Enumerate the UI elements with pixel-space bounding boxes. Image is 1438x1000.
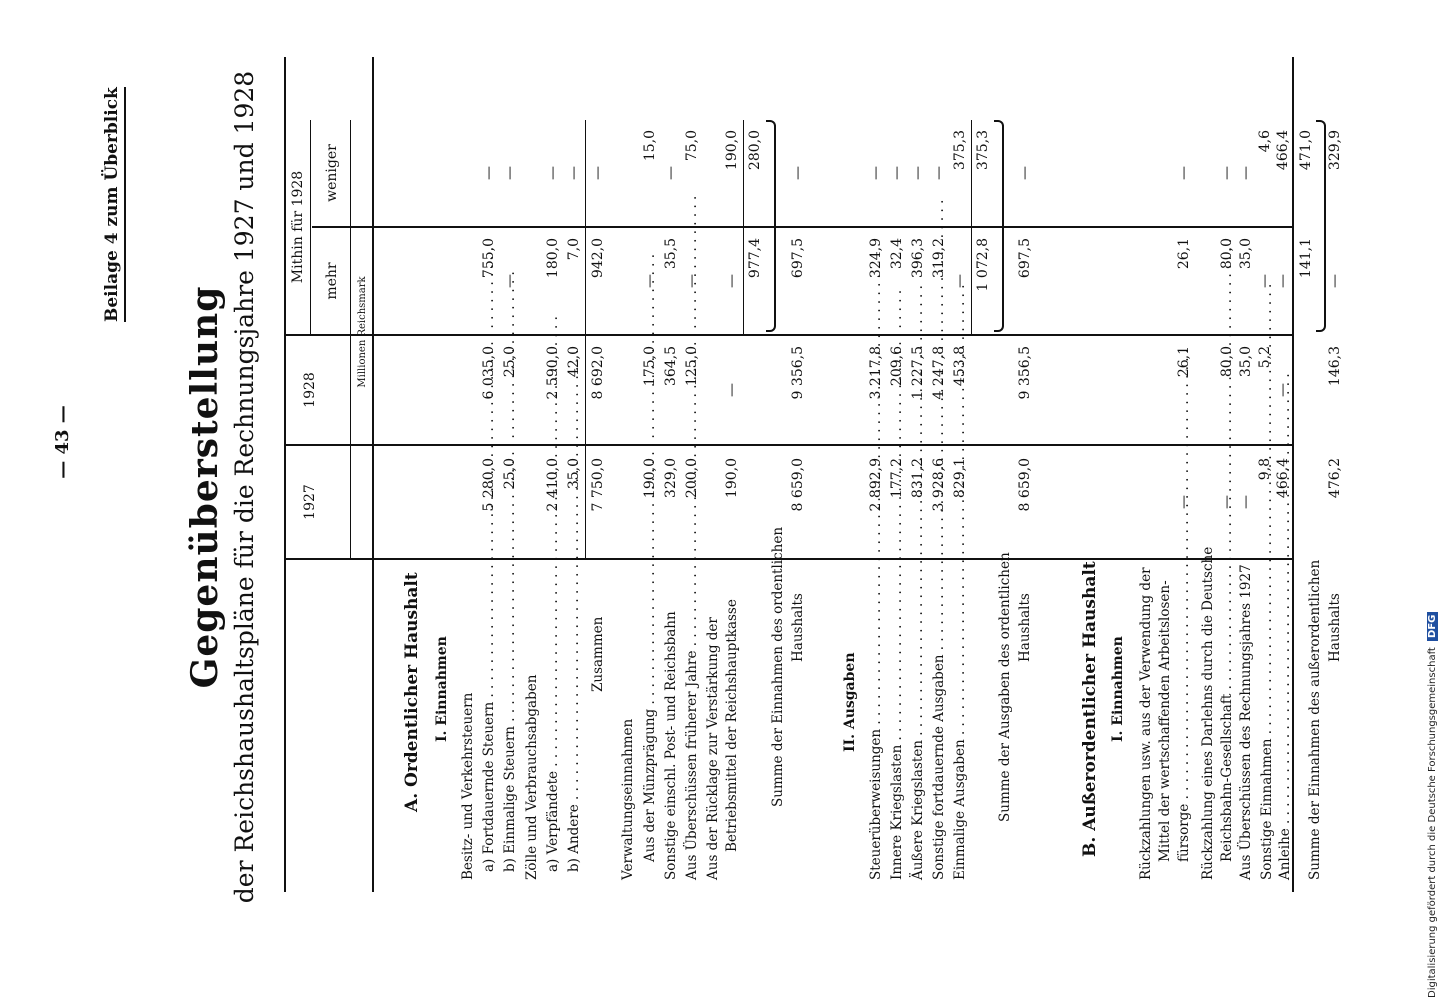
table-top-rule xyxy=(284,57,286,892)
section-a-income: I. Einnahmen xyxy=(434,636,450,742)
col-rule-2 xyxy=(284,444,1294,446)
cell-more: 319,2 xyxy=(931,238,947,279)
row-label: Summe der Einnahmen des außerordentlichen xyxy=(1307,559,1323,880)
cell-less: 190,0 xyxy=(724,130,740,171)
cell-more: — xyxy=(1327,274,1343,288)
cell-1928: 125,0 xyxy=(684,346,700,387)
cell-more: 697,5 xyxy=(1017,238,1033,279)
cell-1927: 25,0 xyxy=(502,458,518,490)
row-label: Zusammen xyxy=(590,616,606,692)
change-total-more: 141,1 xyxy=(1298,238,1314,279)
change-total-less: 280,0 xyxy=(747,130,763,171)
brace-line xyxy=(1316,120,1326,332)
cell-1927: 2 410,0 xyxy=(545,458,561,512)
row-label: fürsorge . . . xyxy=(1176,572,1192,862)
cell-1927: — xyxy=(1238,495,1254,509)
unit-rule xyxy=(350,120,351,558)
cell-1927: 5 280,0 xyxy=(481,458,497,512)
cell-1927: — xyxy=(1219,495,1235,509)
row-label: Mittel der wertschaffenden Arbeitslosen- xyxy=(1157,580,1173,862)
subtotal-rule xyxy=(585,120,586,558)
subheader-rule xyxy=(310,120,311,336)
cell-1928: 1 227,5 xyxy=(910,346,926,400)
cell-1928: 9 356,5 xyxy=(1017,346,1033,400)
row-label: Aus der Münzprägung . . . xyxy=(642,572,658,862)
cell-1928: 146,3 xyxy=(1327,346,1343,387)
cell-more: 26,1 xyxy=(1176,238,1192,270)
row-label: Rückzahlungen usw. aus der Verwendung der xyxy=(1138,567,1154,880)
cell-less: 329,9 xyxy=(1327,130,1343,171)
row-label: Rückzahlung eines Darlehns durch die Deutsche xyxy=(1200,546,1216,880)
cell-1928: 5,2 xyxy=(1257,346,1273,369)
cell-less: — xyxy=(1017,166,1033,180)
row-label: Summe der Einnahmen des ordentlichen xyxy=(770,526,786,807)
cell-1928: 26,1 xyxy=(1176,346,1192,378)
cell-less: — xyxy=(868,166,884,180)
change-total-less: 471,0 xyxy=(1298,130,1314,171)
section-a-expenses: II. Ausgaben xyxy=(842,652,858,752)
rotated-page xyxy=(2,2,1412,972)
header-more: mehr xyxy=(324,262,340,300)
cell-more: — xyxy=(952,274,968,288)
cell-more: 180,0 xyxy=(545,238,561,279)
cell-1927: 831,2 xyxy=(910,458,926,499)
header-change: Mithin für 1928 xyxy=(290,170,306,284)
cell-1927: 9,8 xyxy=(1257,458,1273,481)
row-label: Anleihe . . . xyxy=(1277,572,1293,880)
row-label: Aus Überschüssen früherer Jahre . . . xyxy=(684,572,700,880)
row-label: Betriebsmittel der Reichshauptkasse xyxy=(724,599,740,852)
subtotal-rule xyxy=(743,120,744,334)
cell-1928: 42,0 xyxy=(566,346,582,378)
header-1928: 1928 xyxy=(302,372,318,408)
cell-1927: 177,2 xyxy=(889,458,905,499)
row-label: Haushalts xyxy=(1327,593,1343,662)
row-label: Verwaltungseinnahmen xyxy=(620,718,636,880)
row-label: Sonstige fortdauernde Ausgaben . . . xyxy=(931,572,947,880)
row-label: Reichsbahn-Gesellschaft . . . xyxy=(1219,572,1235,862)
cell-less: — xyxy=(910,166,926,180)
header-bottom-rule xyxy=(372,57,374,892)
cell-1927: — xyxy=(1176,495,1192,509)
digitization-text: Digitalisierung gefördert durch die Deutsche Forschungsgemeinschaft xyxy=(1427,647,1438,998)
cell-less: — xyxy=(590,166,606,180)
section-a-title: A. Ordentlicher Haushalt xyxy=(402,572,422,812)
cell-less: 4,6 xyxy=(1257,130,1273,153)
cell-1927: 190,0 xyxy=(724,458,740,499)
cell-more: 324,9 xyxy=(868,238,884,279)
cell-less: 375,3 xyxy=(952,130,968,171)
cell-1928: 25,0 xyxy=(502,346,518,378)
cell-less: — xyxy=(1238,166,1254,180)
cell-more: 755,0 xyxy=(481,238,497,279)
dfg-logo: DFG xyxy=(1427,612,1438,641)
row-label: b) Andere . . . xyxy=(566,572,582,872)
cell-1927: 829,1 xyxy=(952,458,968,499)
row-label: b) Einmalige Steuern . . . xyxy=(502,572,518,872)
brace-line xyxy=(766,120,776,332)
page-number: — 43 — xyxy=(52,405,73,479)
cell-more: — xyxy=(1275,274,1291,288)
cell-less: — xyxy=(545,166,561,180)
cell-more: 7,0 xyxy=(566,238,582,261)
section-b-title: B. Außerordentlicher Haushalt xyxy=(1080,561,1100,857)
cell-1928: 175,0 xyxy=(642,346,658,387)
cell-1927: 190,0 xyxy=(642,458,658,499)
cell-more: — xyxy=(1257,274,1273,288)
cell-more: 35,5 xyxy=(663,238,679,270)
cell-less: — xyxy=(1219,166,1235,180)
cell-less: — xyxy=(1176,166,1192,180)
cell-1928: — xyxy=(724,383,740,397)
row-label: Aus der Rücklage zur Verstärkung der xyxy=(705,617,721,880)
cell-1927: 7 750,0 xyxy=(590,458,606,512)
row-label: Sonstige Einnahmen . . . xyxy=(1259,572,1275,880)
digitization-note xyxy=(1427,612,1438,998)
row-label: Steuerüberweisungen . . . xyxy=(868,572,884,880)
row-label: a) Fortdauernde Steuern . . . xyxy=(481,572,497,872)
cell-1928: 6 035,0 xyxy=(481,346,497,400)
row-label: Haushalts xyxy=(1017,593,1033,662)
cell-more: 32,4 xyxy=(889,238,905,270)
row-label: Besitz- und Verkehrsteuern xyxy=(460,692,476,880)
cell-more: 80,0 xyxy=(1219,238,1235,270)
cell-less: — xyxy=(566,166,582,180)
brace-line xyxy=(994,120,1004,332)
cell-1928: 35,0 xyxy=(1238,346,1254,378)
row-label: Sonstige einschl. Post- und Reichsbahn xyxy=(663,611,679,880)
cell-1927: 476,2 xyxy=(1327,458,1343,499)
cell-more: — xyxy=(684,274,700,288)
change-total-less: 375,3 xyxy=(975,130,991,171)
cell-more: 35,0 xyxy=(1238,238,1254,270)
cell-more: 396,3 xyxy=(910,238,926,279)
cell-1928: 364,5 xyxy=(663,346,679,387)
row-label: Innere Kriegslasten . . . xyxy=(889,572,905,880)
cell-1927: 35,0 xyxy=(566,458,582,490)
cell-1928: 453,8 xyxy=(952,346,968,387)
cell-1928: 9 356,5 xyxy=(790,346,806,400)
cell-1927: 200,0 xyxy=(684,458,700,499)
attachment-label: Beilage 4 zum Überblick xyxy=(102,87,126,322)
cell-1927: 8 659,0 xyxy=(1017,458,1033,512)
cell-1928: 4 247,8 xyxy=(931,346,947,400)
row-label: Haushalts xyxy=(790,593,806,662)
row-label: Summe der Ausgaben des ordentlichen xyxy=(997,552,1013,822)
cell-less: — xyxy=(931,166,947,180)
cell-less: 75,0 xyxy=(684,130,700,162)
cell-1928: — xyxy=(1275,383,1291,397)
page-title: Gegenüberstellung xyxy=(184,285,226,689)
row-label: Zölle und Verbrauchsabgaben xyxy=(524,674,540,880)
subtotal-rule xyxy=(971,120,972,334)
cell-1928: 80,0 xyxy=(1219,346,1235,378)
cell-more: 697,5 xyxy=(790,238,806,279)
change-total-more: 1 072,8 xyxy=(975,238,991,292)
cell-1927: 2 892,9 xyxy=(868,458,884,512)
col-rule-4 xyxy=(312,226,1294,228)
cell-1928: 209,6 xyxy=(889,346,905,387)
header-less: weniger xyxy=(324,144,340,202)
cell-more: — xyxy=(502,274,518,288)
change-total-more: 977,4 xyxy=(747,238,763,279)
cell-less: — xyxy=(663,166,679,180)
cell-more: — xyxy=(724,274,740,288)
row-label: Einmalige Ausgaben . . . xyxy=(952,572,968,880)
cell-less: 15,0 xyxy=(642,130,658,162)
cell-less: 466,4 xyxy=(1275,130,1291,171)
section-b-income: I. Einnahmen xyxy=(1110,636,1126,742)
cell-less: — xyxy=(502,166,518,180)
col-rule-1 xyxy=(284,558,1294,560)
row-label: Äußere Kriegslasten . . . xyxy=(910,572,926,880)
row-label: a) Verpfändete . . . xyxy=(545,572,561,872)
header-1927: 1927 xyxy=(302,484,318,520)
cell-1927: 329,0 xyxy=(663,458,679,499)
header-unit: Millionen Reichsmark xyxy=(357,276,368,388)
cell-more: — xyxy=(642,274,658,288)
cell-less: — xyxy=(481,166,497,180)
col-rule-3 xyxy=(284,334,1294,336)
cell-less: — xyxy=(790,166,806,180)
cell-1927: 8 659,0 xyxy=(790,458,806,512)
cell-more: 942,0 xyxy=(590,238,606,279)
cell-1927: 3 928,6 xyxy=(931,458,947,512)
cell-less: — xyxy=(889,166,905,180)
cell-1927: 466,4 xyxy=(1275,458,1291,499)
cell-1928: 3 217,8 xyxy=(868,346,884,400)
page-subtitle: der Reichshaushaltspläne für die Rechnungsjahre 1927 und 1928 xyxy=(230,70,259,904)
row-label: Aus Überschüssen des Rechnungsjahres 1927 xyxy=(1238,564,1254,880)
cell-1928: 2 590,0 xyxy=(545,346,561,400)
cell-1928: 8 692,0 xyxy=(590,346,606,400)
